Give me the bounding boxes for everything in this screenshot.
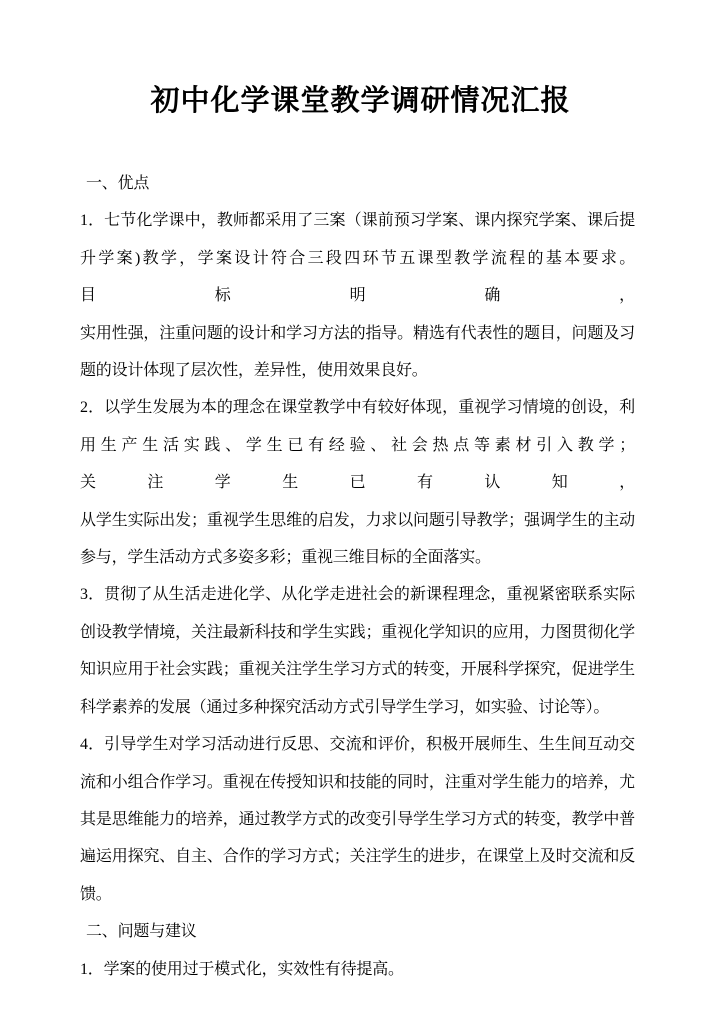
paragraph-line: 创设教学情境，关注最新科技和学生实践；重视化学知识的应用，力图贯彻化学 — [80, 623, 635, 641]
paragraph-line: 升学案)教学，学案设计符合三段四环节五课型教学流程的基本要求。目标明确， — [80, 249, 635, 305]
paragraph-line: 流和小组合作学习。重视在传授知识和技能的同时，注重对学生能力的培养，尤 — [80, 773, 635, 791]
paragraph-line: 3．贯彻了从生活走进化学、从化学走进社会的新课程理念，重视紧密联系实际 — [80, 586, 635, 604]
document-title: 初中化学课堂教学调研情况汇报 — [150, 85, 571, 117]
paragraph-line: 从学生实际出发；重视学生思维的启发，力求以问题引导教学；强调学生的主动 — [80, 511, 635, 529]
paragraph-line: 题的设计体现了层次性，差异性，使用效果良好。 — [80, 362, 428, 380]
section-heading: 二、问题与建议 — [86, 923, 197, 941]
paragraph-line: 1．七节化学课中，教师都采用了三案（课前预习学案、课内探究学案、课后提 — [80, 212, 635, 230]
paragraph-line: 科学素养的发展（通过多种探究活动方式引导学生学习，如实验、讨论等）。 — [80, 698, 610, 716]
paragraph-line: 馈。 — [80, 885, 112, 903]
paragraph-line: 实用性强，注重问题的设计和学习方法的指导。精选有代表性的题目，问题及习 — [80, 324, 635, 342]
paragraph-line: 用生产生活实践、学生已有经验、社会热点等素材引入教学；关注学生已有认知， — [80, 436, 635, 492]
section-heading: 一、优点 — [86, 175, 150, 192]
paragraph-line: 1．学案的使用过于模式化，实效性有待提高。 — [80, 960, 404, 978]
paragraph-line: 其是思维能力的培养，通过教学方式的改变引导学生学习方式的转变，教学中普 — [80, 810, 635, 828]
paragraph-line: 遍运用探究、自主、合作的学习方式；关注学生的进步，在课堂上及时交流和反 — [80, 848, 635, 866]
paragraph-line: 知识应用于社会实践；重视关注学生学习方式的转变，开展科学探究，促进学生 — [80, 661, 635, 679]
paragraph-line: 4．引导学生对学习活动进行反思、交流和评价，积极开展师生、生生间互动交 — [80, 736, 635, 754]
paragraph-line: 2．以学生发展为本的理念在课堂教学中有较好体现，重视学习情境的创设，利 — [80, 399, 635, 417]
document-body — [0, 165, 721, 988]
paragraph-line: 参与，学生活动方式多姿多彩；重视三维目标的全面落实。 — [80, 549, 491, 567]
